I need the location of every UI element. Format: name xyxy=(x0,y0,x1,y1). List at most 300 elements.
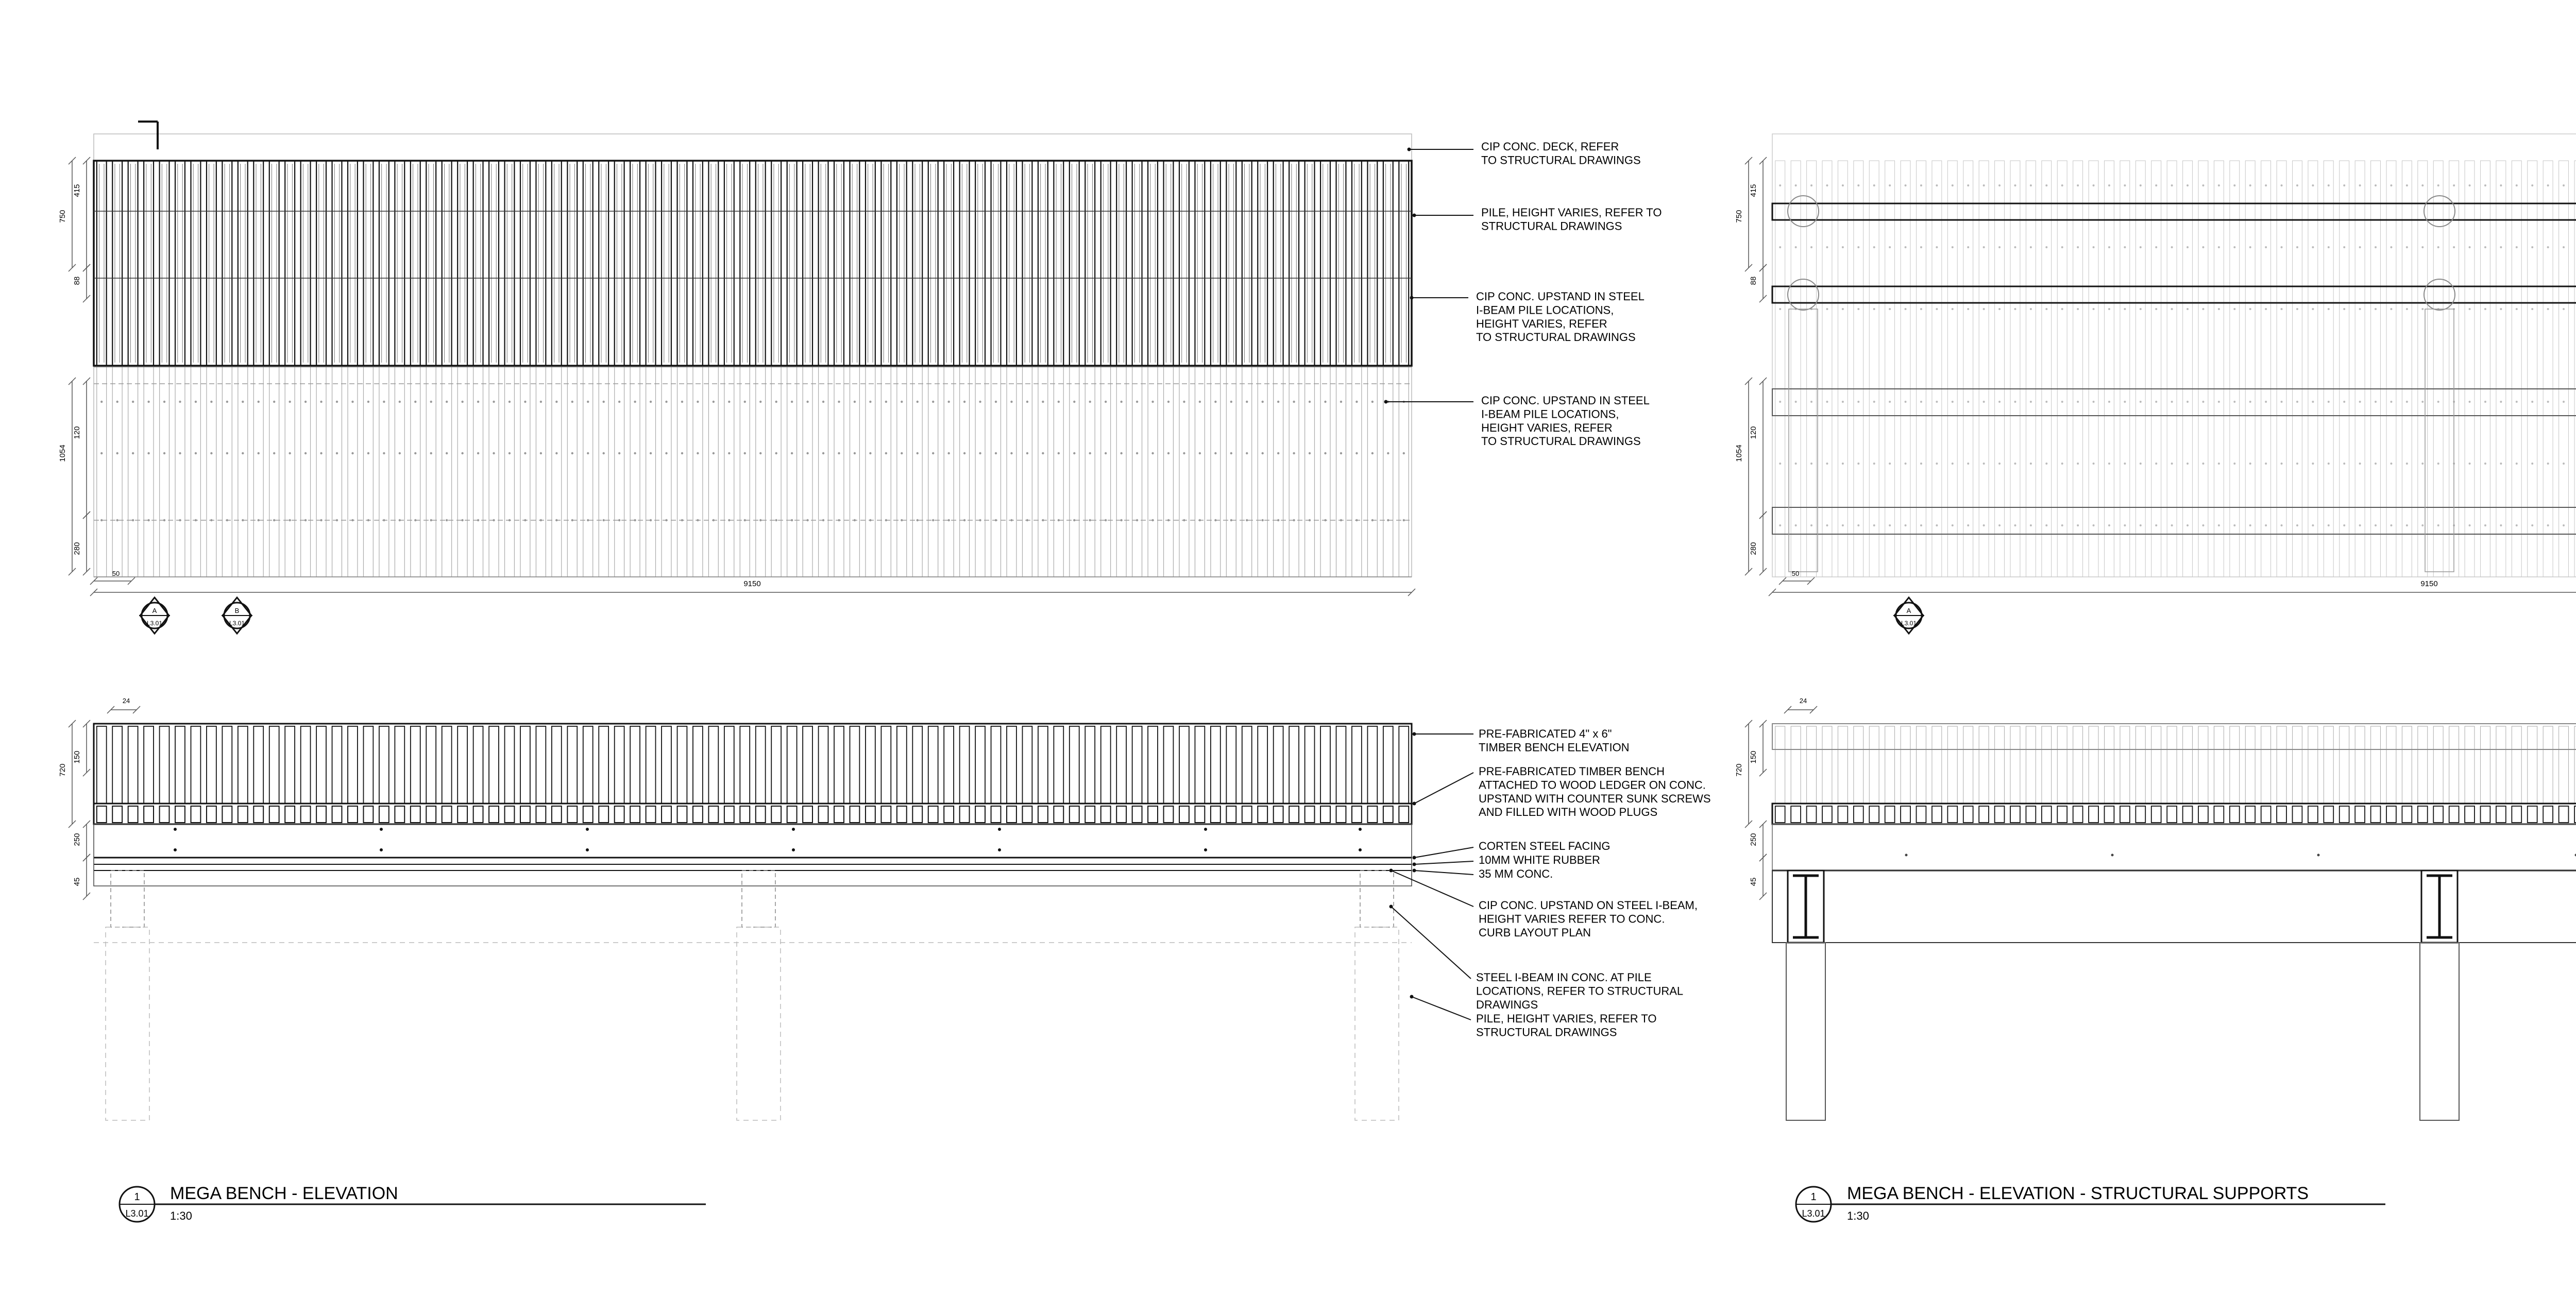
title-ref-sheet: L3.01 xyxy=(125,1208,149,1219)
screw-mark xyxy=(947,452,950,454)
screw-mark xyxy=(304,452,307,454)
screw-mark xyxy=(493,401,495,403)
screw-mark xyxy=(1967,308,1969,310)
screw-mark xyxy=(414,452,416,454)
screw-mark xyxy=(1073,452,1075,454)
screw-mark xyxy=(1967,524,1969,526)
screw-mark xyxy=(242,401,244,403)
screw-mark xyxy=(446,452,448,454)
screw-mark xyxy=(2390,524,2392,526)
screw-mark xyxy=(2421,308,2424,310)
screw-mark xyxy=(1842,401,1844,403)
screw-mark xyxy=(2187,246,2189,248)
screw-mark xyxy=(759,452,761,454)
screw-mark xyxy=(2124,308,2126,310)
screw-mark xyxy=(2406,246,2408,248)
screw-mark xyxy=(1199,452,1201,454)
screw-mark xyxy=(2202,524,2204,526)
screw-mark xyxy=(838,401,840,403)
dim-label: 50 xyxy=(1791,570,1800,577)
screw-mark xyxy=(1795,184,1797,186)
screw-mark xyxy=(2233,246,2235,248)
screw-mark xyxy=(650,401,652,403)
screw-mark xyxy=(2469,246,2471,248)
screw-mark xyxy=(1293,401,1295,403)
screw-mark xyxy=(2406,463,2408,465)
screw-mark xyxy=(1010,452,1012,454)
screw-mark xyxy=(2218,463,2220,465)
screw-mark xyxy=(744,452,746,454)
screw-mark xyxy=(1355,452,1358,454)
screw-mark xyxy=(179,452,181,454)
screw-mark xyxy=(2140,463,2142,465)
screw-mark xyxy=(1324,401,1326,403)
screw-mark xyxy=(2030,184,2032,186)
marker-sheet: L3.01 xyxy=(229,620,245,627)
screw-mark xyxy=(2265,184,2267,186)
screw-mark xyxy=(226,401,228,403)
screw-mark xyxy=(2045,308,2047,310)
screw-mark xyxy=(603,401,605,403)
screw-mark xyxy=(917,452,919,454)
screw-mark xyxy=(2249,184,2251,186)
screw-mark xyxy=(2500,401,2502,403)
screw-mark xyxy=(2421,463,2424,465)
screw-mark xyxy=(2296,524,2298,526)
screw-mark xyxy=(2343,246,2345,248)
screw-mark xyxy=(477,452,479,454)
screw-mark xyxy=(2406,401,2408,403)
screw-mark xyxy=(979,401,981,403)
screw-mark xyxy=(2484,524,2486,526)
screw-mark xyxy=(2359,524,2361,526)
screw-mark xyxy=(854,401,856,403)
screw-mark xyxy=(210,452,212,454)
screw-mark xyxy=(1889,463,1891,465)
leader-dot xyxy=(1410,995,1414,999)
callout-note: PILE, HEIGHT VARIES, REFER TO STRUCTURAL DRAWINGS xyxy=(1476,1012,1657,1039)
screw-mark xyxy=(1810,246,1812,248)
screw-mark xyxy=(1151,401,1154,403)
screw-mark xyxy=(2531,401,2533,403)
screw-mark xyxy=(1842,184,1844,186)
screw-mark xyxy=(1842,246,1844,248)
screw-mark xyxy=(1983,184,1985,186)
screw-mark xyxy=(1324,452,1326,454)
screw-mark xyxy=(2265,246,2267,248)
screw-mark xyxy=(1952,246,1954,248)
screw-mark xyxy=(885,452,887,454)
screw-mark xyxy=(2484,308,2486,310)
screw-mark xyxy=(524,401,526,403)
screw-mark xyxy=(1779,246,1781,248)
screw-mark xyxy=(792,828,795,831)
leader-dot xyxy=(1413,856,1416,860)
screw-mark xyxy=(2343,401,2345,403)
screw-mark xyxy=(2281,184,2283,186)
screw-mark xyxy=(2140,308,2142,310)
screw-mark xyxy=(2531,246,2533,248)
screw-mark xyxy=(822,452,824,454)
screw-mark xyxy=(2531,524,2533,526)
screw-mark xyxy=(1795,524,1797,526)
screw-mark xyxy=(2359,308,2361,310)
screw-mark xyxy=(509,452,511,454)
screw-mark xyxy=(2312,246,2314,248)
screw-mark xyxy=(383,401,385,403)
screw-mark xyxy=(1204,828,1207,831)
callout-note: CORTEN STEEL FACING xyxy=(1479,840,1611,852)
screw-mark xyxy=(665,452,667,454)
marker-id: A xyxy=(152,607,157,614)
screw-mark xyxy=(1826,184,1828,186)
screw-mark xyxy=(351,452,353,454)
callout-note: CIP CONC. UPSTAND IN STEEL I-BEAM PILE LOCATIONS, HEIGHT VARIES, REFER TO STRUCTURAL DRAWINGS xyxy=(1476,290,1645,344)
screw-mark xyxy=(1042,401,1044,403)
screw-mark xyxy=(1998,401,2001,403)
screw-mark xyxy=(618,401,620,403)
screw-mark xyxy=(273,519,275,521)
screw-mark xyxy=(650,452,652,454)
leader-dot xyxy=(1413,214,1416,217)
screw-mark xyxy=(806,401,808,403)
title-ref-number: 1 xyxy=(134,1191,140,1203)
screw-mark xyxy=(932,452,934,454)
screw-mark xyxy=(2312,463,2314,465)
drawing-title: MEGA BENCH - ELEVATION - STRUCTURAL SUPPORTS xyxy=(1847,1184,2309,1203)
screw-mark xyxy=(2375,246,2377,248)
screw-mark xyxy=(2390,246,2392,248)
screw-mark xyxy=(2218,246,2220,248)
screw-mark xyxy=(1857,524,1859,526)
screw-mark xyxy=(2187,184,2189,186)
screw-mark xyxy=(1136,452,1138,454)
screw-mark xyxy=(2093,184,2095,186)
screw-mark xyxy=(1873,463,1875,465)
drawing-scale: 1:30 xyxy=(1847,1209,1869,1222)
screw-mark xyxy=(2406,184,2408,186)
screw-mark xyxy=(869,452,871,454)
screw-mark xyxy=(1857,184,1859,186)
dim-label: 150 xyxy=(1749,750,1758,764)
screw-mark xyxy=(2343,463,2345,465)
screw-mark xyxy=(2233,184,2235,186)
screw-mark xyxy=(1042,452,1044,454)
screw-mark xyxy=(2421,401,2424,403)
screw-mark xyxy=(2155,246,2157,248)
screw-mark xyxy=(586,828,589,831)
screw-mark xyxy=(2077,463,2079,465)
screw-mark xyxy=(1952,401,1954,403)
screw-mark xyxy=(2312,184,2314,186)
screw-mark xyxy=(2281,463,2283,465)
screw-mark xyxy=(2014,246,2016,248)
screw-mark xyxy=(2249,308,2251,310)
dim-label: 1054 xyxy=(58,445,67,462)
screw-mark xyxy=(2249,401,2251,403)
screw-mark xyxy=(2500,184,2502,186)
screw-mark xyxy=(430,452,432,454)
dim-label: 9150 xyxy=(743,579,761,588)
screw-mark xyxy=(2359,401,2361,403)
screw-mark xyxy=(2077,184,2079,186)
screw-mark xyxy=(822,401,824,403)
screw-mark xyxy=(2030,401,2032,403)
screw-mark xyxy=(885,401,887,403)
screw-mark xyxy=(1214,452,1216,454)
screw-mark xyxy=(2421,524,2424,526)
screw-mark xyxy=(2390,184,2392,186)
screw-mark xyxy=(1089,519,1091,521)
screw-mark xyxy=(1026,401,1028,403)
screw-mark xyxy=(2281,308,2283,310)
screw-mark xyxy=(995,452,997,454)
screw-mark xyxy=(210,401,212,403)
screw-mark xyxy=(1779,184,1781,186)
screw-mark xyxy=(195,452,197,454)
screw-mark xyxy=(1779,463,1781,465)
screw-mark xyxy=(147,401,149,403)
screw-mark xyxy=(2077,401,2079,403)
screw-mark xyxy=(1105,519,1107,521)
screw-mark xyxy=(1952,524,1954,526)
screw-mark xyxy=(586,848,589,851)
screw-mark xyxy=(461,519,463,521)
screw-mark xyxy=(2045,463,2047,465)
screw-mark xyxy=(2030,308,2032,310)
screw-mark xyxy=(2406,524,2408,526)
screw-mark xyxy=(2375,184,2377,186)
screw-mark xyxy=(116,401,118,403)
screw-mark xyxy=(1936,246,1938,248)
screw-mark xyxy=(1920,463,1922,465)
screw-mark xyxy=(100,401,103,403)
screw-mark xyxy=(1842,524,1844,526)
screw-mark xyxy=(634,452,636,454)
screw-mark xyxy=(2155,184,2157,186)
screw-mark xyxy=(273,452,275,454)
screw-mark xyxy=(2531,308,2533,310)
screw-mark xyxy=(2516,524,2518,526)
dim-label: 120 xyxy=(73,426,81,439)
leader-dot xyxy=(1384,400,1388,404)
screw-mark xyxy=(618,519,620,521)
screw-mark xyxy=(1826,401,1828,403)
screw-mark xyxy=(979,452,981,454)
screw-mark xyxy=(2421,246,2424,248)
screw-mark xyxy=(854,452,856,454)
screw-mark xyxy=(2296,184,2298,186)
screw-mark xyxy=(1371,401,1374,403)
screw-mark xyxy=(2469,524,2471,526)
screw-mark xyxy=(2328,463,2330,465)
screw-mark xyxy=(2077,308,2079,310)
screw-mark xyxy=(963,452,965,454)
screw-mark xyxy=(1889,401,1891,403)
screw-mark xyxy=(174,848,177,851)
screw-mark xyxy=(1167,401,1170,403)
screw-mark xyxy=(2516,463,2518,465)
screw-mark xyxy=(2296,401,2298,403)
screw-mark xyxy=(2437,401,2439,403)
screw-mark xyxy=(320,401,322,403)
callout-note: PILE, HEIGHT VARIES, REFER TO STRUCTURAL DRAWINGS xyxy=(1481,206,1662,233)
screw-mark xyxy=(2077,246,2079,248)
screw-mark xyxy=(1952,463,1954,465)
screw-mark xyxy=(555,401,557,403)
screw-mark xyxy=(461,401,463,403)
screw-mark xyxy=(2265,524,2267,526)
screw-mark xyxy=(2359,463,2361,465)
screw-mark xyxy=(132,401,134,403)
screw-mark xyxy=(2453,184,2455,186)
screw-mark xyxy=(775,452,777,454)
screw-mark xyxy=(1779,524,1781,526)
dim-label: 280 xyxy=(73,542,81,555)
screw-mark xyxy=(2563,524,2565,526)
screw-mark xyxy=(1936,463,1938,465)
leader-dot xyxy=(1389,869,1393,873)
screw-mark xyxy=(728,401,730,403)
dim-label: 250 xyxy=(1749,833,1758,846)
screw-mark xyxy=(1359,848,1362,851)
callout-note: PRE-FABRICATED 4" x 6" TIMBER BENCH ELEVATION xyxy=(1479,727,1630,754)
screw-mark xyxy=(2155,463,2157,465)
screw-mark xyxy=(2500,524,2502,526)
screw-mark xyxy=(2171,463,2173,465)
screw-mark xyxy=(1857,463,1859,465)
screw-mark xyxy=(509,401,511,403)
screw-mark xyxy=(1183,452,1185,454)
screw-mark xyxy=(681,452,683,454)
screw-mark xyxy=(336,401,338,403)
screw-mark xyxy=(2045,246,2047,248)
screw-mark xyxy=(2171,524,2173,526)
callout-note: CIP CONC. UPSTAND IN STEEL I-BEAM PILE LOCATIONS, HEIGHT VARIES, REFER TO STRUCTURAL DRAWINGS xyxy=(1481,394,1650,448)
screw-mark xyxy=(2484,463,2486,465)
screw-mark xyxy=(2124,246,2126,248)
screw-mark xyxy=(728,452,730,454)
screw-mark xyxy=(2202,401,2204,403)
screw-mark xyxy=(2375,401,2377,403)
leader-dot xyxy=(1413,863,1416,866)
dim-label: 9150 xyxy=(2420,579,2438,588)
screw-mark xyxy=(116,519,118,521)
screw-mark xyxy=(2406,308,2408,310)
screw-mark xyxy=(1936,308,1938,310)
screw-mark xyxy=(1026,452,1028,454)
screw-mark xyxy=(2045,184,2047,186)
screw-mark xyxy=(2061,401,2063,403)
screw-mark xyxy=(2249,463,2251,465)
leader-dot xyxy=(1389,905,1393,909)
screw-mark xyxy=(2343,184,2345,186)
screw-mark xyxy=(2187,463,2189,465)
screw-mark xyxy=(1889,184,1891,186)
screw-mark xyxy=(2500,463,2502,465)
screw-mark xyxy=(2045,401,2047,403)
screw-mark xyxy=(2218,401,2220,403)
screw-mark xyxy=(2233,524,2235,526)
screw-mark xyxy=(2563,184,2565,186)
dim-label: 45 xyxy=(1749,877,1758,886)
leader-dot xyxy=(1413,869,1416,873)
screw-mark xyxy=(713,401,715,403)
screw-mark xyxy=(1246,452,1248,454)
screw-mark xyxy=(571,401,573,403)
screw-mark xyxy=(2061,184,2063,186)
screw-mark xyxy=(2155,524,2157,526)
screw-mark xyxy=(2547,524,2549,526)
screw-mark xyxy=(1936,401,1938,403)
screw-mark xyxy=(226,452,228,454)
screw-mark xyxy=(2202,246,2204,248)
screw-mark xyxy=(289,401,291,403)
screw-mark xyxy=(2218,524,2220,526)
screw-mark xyxy=(2265,463,2267,465)
screw-mark xyxy=(2484,401,2486,403)
screw-mark xyxy=(2328,246,2330,248)
screw-mark xyxy=(792,848,795,851)
screw-mark xyxy=(1779,401,1781,403)
screw-mark xyxy=(1058,452,1060,454)
screw-mark xyxy=(2484,184,2486,186)
screw-mark xyxy=(1151,452,1154,454)
screw-mark xyxy=(2469,184,2471,186)
screw-mark xyxy=(2108,401,2110,403)
screw-mark xyxy=(174,828,177,831)
screw-mark xyxy=(2281,401,2283,403)
screw-mark xyxy=(901,401,903,403)
screw-mark xyxy=(2437,184,2439,186)
screw-mark xyxy=(998,828,1001,831)
dim-label: 750 xyxy=(58,210,67,223)
screw-mark xyxy=(367,452,369,454)
screw-mark xyxy=(1120,452,1122,454)
screw-mark xyxy=(2359,246,2361,248)
screw-mark xyxy=(1340,452,1342,454)
screw-mark xyxy=(2516,246,2518,248)
screw-mark xyxy=(775,519,777,521)
screw-mark xyxy=(2124,463,2126,465)
screw-mark xyxy=(1810,184,1812,186)
screw-mark xyxy=(2093,401,2095,403)
screw-mark xyxy=(1089,401,1091,403)
screw-mark xyxy=(2547,401,2549,403)
screw-mark xyxy=(2375,524,2377,526)
screw-mark xyxy=(1089,452,1091,454)
screw-mark xyxy=(116,452,118,454)
screw-mark xyxy=(2437,463,2439,465)
screw-mark xyxy=(2328,401,2330,403)
dim-label: 88 xyxy=(73,276,81,285)
screw-mark xyxy=(1246,519,1248,521)
screw-mark xyxy=(1058,401,1060,403)
screw-mark xyxy=(179,401,181,403)
screw-mark xyxy=(2045,524,2047,526)
screw-mark xyxy=(2014,401,2016,403)
screw-mark xyxy=(2547,246,2549,248)
screw-mark xyxy=(2171,308,2173,310)
screw-mark xyxy=(2061,308,2063,310)
screw-mark xyxy=(2531,184,2533,186)
dim-label: 50 xyxy=(112,570,120,577)
screw-mark xyxy=(461,452,463,454)
screw-mark xyxy=(603,452,605,454)
screw-mark xyxy=(1371,452,1374,454)
screw-mark xyxy=(2281,524,2283,526)
screw-mark xyxy=(1998,246,2001,248)
